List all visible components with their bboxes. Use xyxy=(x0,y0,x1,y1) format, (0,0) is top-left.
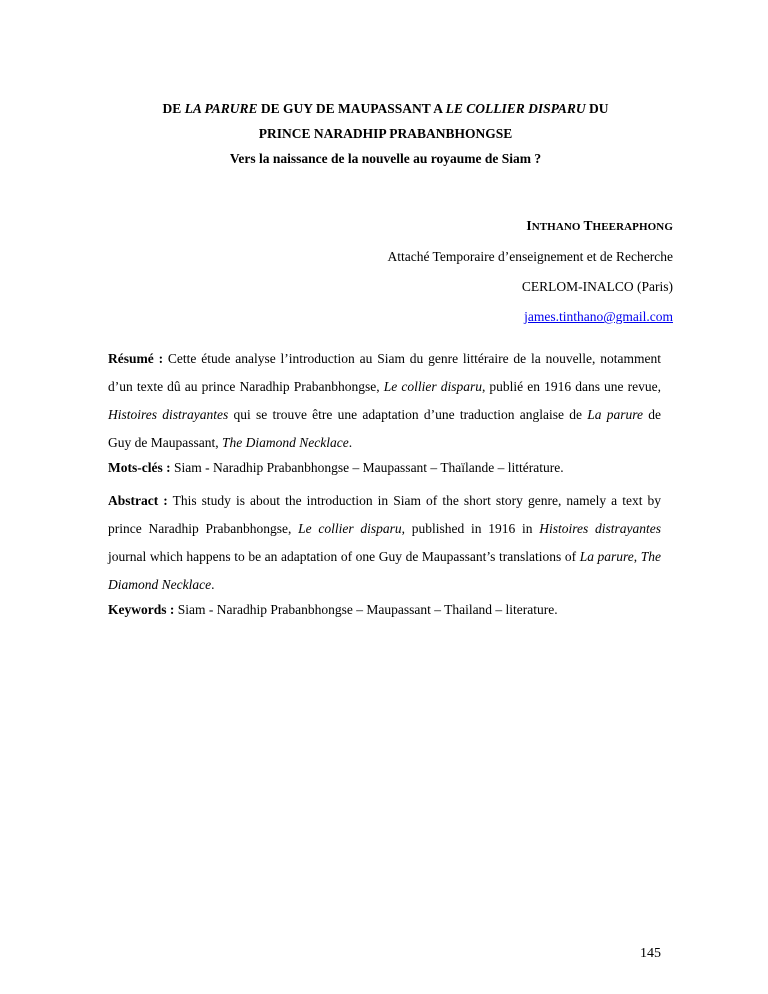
title-text: DE xyxy=(162,101,185,116)
abstract-label: Abstract : xyxy=(108,493,168,508)
title-text: DE GUY DE MAUPASSANT A xyxy=(257,101,446,116)
title-italic-work: LA PARURE xyxy=(184,101,258,116)
author-position: Attaché Temporaire d’enseignement et de Recherche xyxy=(387,249,673,264)
mots-cles-label: Mots-clés : xyxy=(108,460,171,475)
resume-section xyxy=(108,345,661,479)
page-number: 145 xyxy=(640,946,661,961)
author-name: INTHANO THEERAPHONG xyxy=(526,218,673,233)
resume-label: Résumé : xyxy=(108,351,164,366)
abstract-section xyxy=(108,487,661,621)
keywords-label: Keywords : xyxy=(108,602,175,617)
keywords-line: Keywords : Siam - Naradhip Prabanbhongse – Maupassant – Thailand – literature. xyxy=(108,602,558,617)
title-line-1 xyxy=(100,96,671,121)
author-affiliation: CERLOM-INALCO (Paris) xyxy=(521,279,673,294)
article-title xyxy=(100,96,671,171)
resume-paragraph: Résumé : Cette étude analyse l’introduction au Siam du genre littéraire de la nouvelle, notamment d’un texte dû au prince Naradhip Prabanbhongse, Le collier disparu, publié en 1916 dans une revue, Histoires distrayantes qui se trouve être une adaptation d’une traduction anglaise de La parure de Guy de Maupassant, The Diamond Necklace. xyxy=(108,351,662,450)
title-line-2: PRINCE NARADHIP PRABANBHONGSE xyxy=(258,126,513,141)
mots-cles-line: Mots-clés : Siam - Naradhip Prabanbhongse – Maupassant – Thaïlande – littérature. xyxy=(108,460,564,475)
title-italic-work: LE COLLIER DISPARU xyxy=(445,101,586,116)
author-block xyxy=(387,211,673,332)
title-text: DU xyxy=(585,101,609,116)
abstract-paragraph: Abstract : This study is about the introduction in Siam of the short story genre, namely a text by prince Naradhip Prabanbhongse, Le collier disparu, published in 1916 in Histoires distrayantes journal which happens to be an adaptation of one Guy de Maupassant’s translations of La parure, The Diamond Necklace. xyxy=(108,493,662,592)
article-subtitle: Vers la naissance de la nouvelle au royaume de Siam ? xyxy=(229,151,542,166)
author-email-link[interactable]: james.tinthano@gmail.com xyxy=(524,309,673,324)
